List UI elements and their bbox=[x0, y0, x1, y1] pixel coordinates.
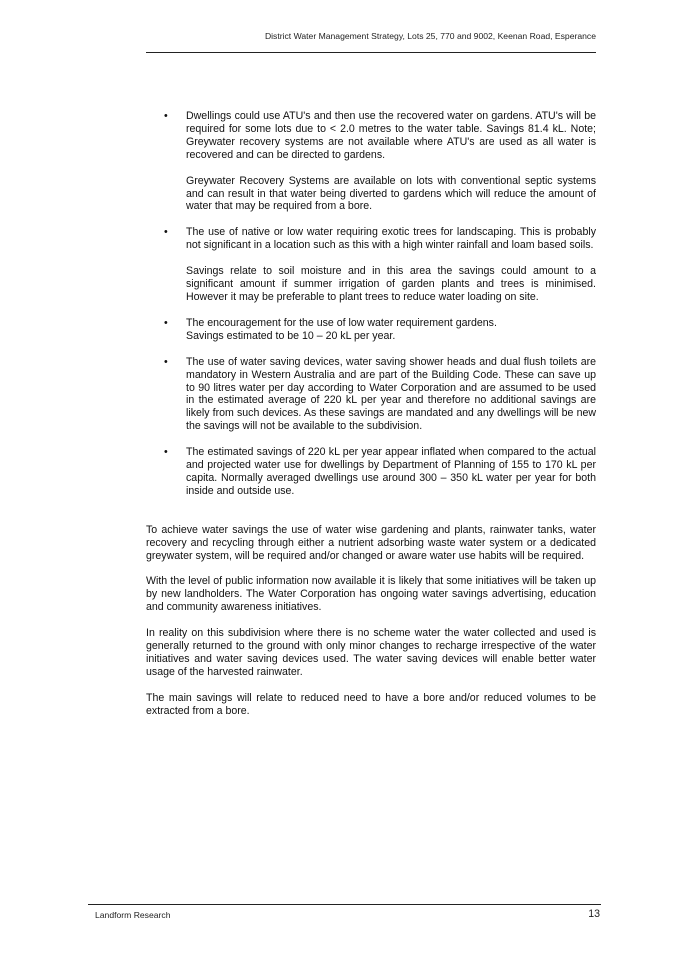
bullet-paragraph: The use of native or low water requiring exotic trees for landscaping. This is probably not significant in a location such as this with a high winter rainfall and loam based soils. bbox=[186, 226, 596, 252]
bullet-icon: • bbox=[164, 316, 168, 329]
body-paragraph: The main savings will relate to reduced need to have a bore and/or reduced volumes to be extracted from a bore. bbox=[146, 691, 596, 717]
body-paragraph: In reality on this subdivision where there is no scheme water the water collected and used is generally returned to the ground with only minor changes to recharge irrespective of the water initiatives and water saving devices used. The water saving devices will enable better water usage of the harvested rainwater. bbox=[146, 627, 596, 678]
footer-company: Landform Research bbox=[95, 910, 171, 920]
bullet-icon: • bbox=[164, 226, 168, 239]
list-item bbox=[146, 110, 596, 213]
list-item bbox=[146, 226, 596, 304]
list-item bbox=[146, 317, 596, 343]
header-divider bbox=[146, 52, 596, 53]
bullet-paragraph: Savings relate to soil moisture and in this area the savings could amount to a significant amount if summer irrigation of garden plants and trees is minimised. However it may be preferable to plant trees to reduce water loading on site. bbox=[186, 265, 596, 303]
main-content bbox=[146, 110, 596, 731]
bullet-paragraph: Greywater Recovery Systems are available on lots with conventional septic systems and can result in that water being diverted to gardens which will reduce the amount of water that may be required from a bore. bbox=[186, 174, 596, 213]
page-number: 13 bbox=[588, 908, 600, 920]
bullet-paragraph: The use of water saving devices, water saving shower heads and dual flush toilets are mandatory in Western Australia and are part of the Building Code. These can save up to 90 litres water per day according to Water Corporation and are assumed to be used in the estimated average of 220 kL per year and therefore no additional savings are likely from such devices. As these savings are mandated and any dwellings will be new the savings will not be available to the subdivision. bbox=[186, 355, 596, 433]
bullet-icon: • bbox=[164, 355, 168, 368]
bullet-icon: • bbox=[164, 446, 168, 459]
footer-divider bbox=[88, 904, 601, 905]
list-item bbox=[146, 446, 596, 498]
bullet-icon: • bbox=[164, 110, 168, 122]
bullet-list bbox=[146, 110, 596, 498]
bullet-paragraph: Dwellings could use ATU's and then use the recovered water on gardens. ATU's will be required for some lots due to < 2.0 metres to the water table. Savings 81.4 kL. Note; Greywater recovery systems are not available where ATU's are used as all water is recovered and can be directed to gardens. bbox=[186, 110, 596, 161]
body-paragraph: With the level of public information now available it is likely that some initiatives will be taken up by new landholders. The Water Corporation has ongoing water savings advertising, education and community awareness initiatives. bbox=[146, 575, 596, 614]
body-paragraph: To achieve water savings the use of water wise gardening and plants, rainwater tanks, water recovery and recycling through either a nutrient adsorbing waste water system or a dedicated greywater system, will be required and/or changed or aware water use habits will be required. bbox=[146, 523, 596, 562]
bullet-paragraph bbox=[186, 317, 596, 343]
list-item bbox=[146, 356, 596, 433]
bullet-paragraph: The estimated savings of 220 kL per year appear inflated when compared to the actual and projected water use for dwellings by Department of Planning of 155 to 170 kL per capita. Normally averaged dwellings use around 300 – 350 kL water per year for both inside and outside use. bbox=[186, 446, 596, 497]
page-header: District Water Management Strategy, Lots 25, 770 and 9002, Keenan Road, Esperance bbox=[264, 31, 596, 41]
bullet-line: The encouragement for the use of low water requirement gardens. bbox=[186, 316, 497, 329]
bullet-line: Savings estimated to be 10 – 20 kL per year. bbox=[186, 329, 396, 342]
